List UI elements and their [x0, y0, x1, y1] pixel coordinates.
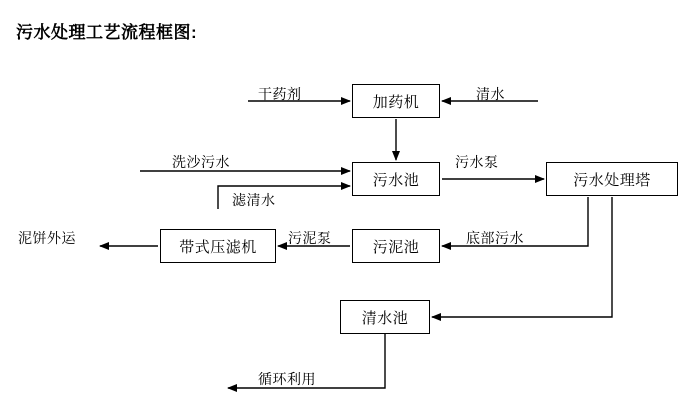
node-label: 污水池: [372, 171, 420, 189]
node-sludge-pool[interactable]: [352, 229, 440, 263]
edge-label-dry-agent: 干药剂: [258, 86, 302, 102]
edge-label-filtered-water: 滤清水: [232, 192, 276, 208]
edge-label-sewage-pump: 污水泵: [455, 154, 499, 170]
node-label: 加药机: [372, 93, 420, 111]
edge-label-sludge-pump: 污泥泵: [288, 230, 332, 246]
edge-label-mud-cake-transport: 泥饼外运: [18, 230, 76, 246]
node-label: 污泥池: [372, 238, 420, 256]
node-clear-water-pool[interactable]: [340, 300, 430, 334]
edge-label-bottom-sewage: 底部污水: [466, 230, 524, 246]
edge-label-clean-water: 清水: [476, 86, 505, 102]
page-title: 污水处理工艺流程框图:: [16, 23, 198, 42]
node-label: 带式压滤机: [179, 238, 257, 256]
edge-label-sand-washing-sewage: 洗沙污水: [172, 154, 230, 170]
node-dosing-machine[interactable]: [352, 84, 440, 118]
node-label: 污水处理塔: [573, 171, 651, 189]
node-label: 清水池: [361, 309, 409, 327]
edge-label-recycle-use: 循环利用: [258, 371, 316, 387]
node-sewage-pool[interactable]: [352, 162, 440, 196]
node-belt-filter-press[interactable]: [160, 229, 276, 263]
edge-tower-to-clear-pool: [432, 197, 612, 317]
node-sewage-treatment-tower[interactable]: [546, 162, 678, 196]
